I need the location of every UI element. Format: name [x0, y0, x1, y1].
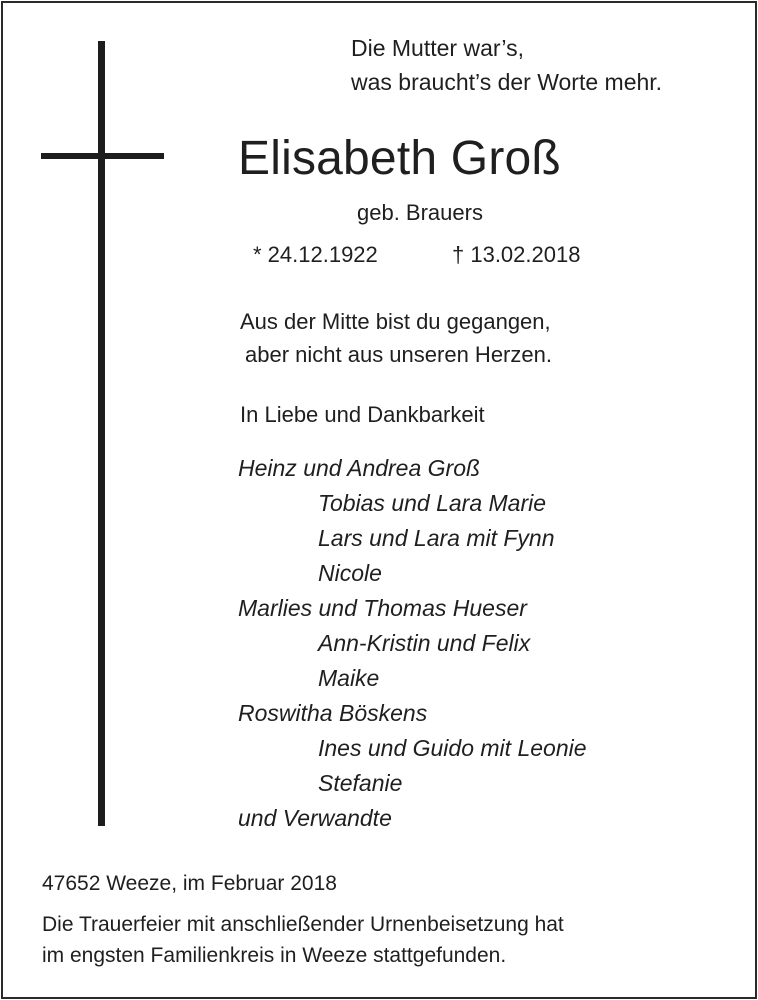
- place-and-date: 47652 Weeze, im Februar 2018: [42, 872, 337, 895]
- mourner-line: Roswitha Böskens: [238, 700, 428, 726]
- cross-horizontal-beam: [41, 153, 164, 159]
- verse-line-1: Aus der Mitte bist du gegangen,: [240, 309, 551, 334]
- birth-date: * 24.12.1922: [253, 242, 378, 267]
- mourner-line: Nicole: [318, 560, 382, 586]
- mourner-line: und Verwandte: [238, 805, 392, 831]
- notice-line-2: im engsten Familienkreis in Weeze stattgefunden.: [42, 944, 507, 967]
- maiden-name: geb. Brauers: [357, 200, 483, 225]
- mourner-line: Marlies und Thomas Hueser: [238, 595, 527, 621]
- mourner-line: Tobias und Lara Marie: [318, 490, 547, 516]
- death-date: † 13.02.2018: [452, 242, 581, 267]
- mourner-line: Ines und Guido mit Leonie: [318, 735, 587, 761]
- mourner-line: Lars und Lara mit Fynn: [318, 525, 555, 551]
- notice-line-1: Die Trauerfeier mit anschließender Urnenbeisetzung hat: [42, 913, 564, 936]
- mourner-line: Ann-Kristin und Felix: [318, 630, 531, 656]
- verse-line-2: aber nicht aus unseren Herzen.: [245, 342, 552, 367]
- mourner-line: Stefanie: [318, 770, 403, 796]
- quote-line-1: Die Mutter war’s,: [351, 35, 524, 61]
- quote-line-2: was braucht’s der Worte mehr.: [351, 69, 663, 95]
- dedication-text: In Liebe und Dankbarkeit: [240, 402, 485, 427]
- deceased-name: Elisabeth Groß: [238, 132, 561, 185]
- mourner-line: Heinz und Andrea Groß: [238, 455, 481, 481]
- mourner-line: Maike: [318, 665, 380, 691]
